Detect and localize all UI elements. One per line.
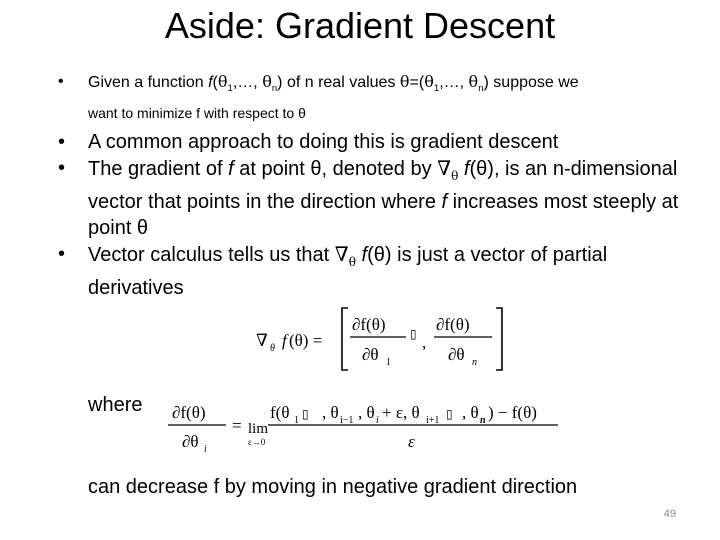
pd-theta-n: , θ: [462, 403, 479, 422]
eq-f: f: [282, 331, 287, 350]
subscript: 1: [433, 83, 440, 95]
pd-plus-eps: + ε, θ: [382, 403, 420, 422]
nabla-symbol: ∇: [437, 156, 452, 181]
eq-sep: ,: [422, 333, 427, 352]
pd-numer-start: f(θ: [270, 403, 290, 422]
pd-theta-im1: , θ: [322, 403, 339, 422]
text: ,…,: [439, 74, 469, 91]
bullet-gradient-definition: [58, 155, 688, 241]
subscript: n: [271, 83, 278, 95]
text: =(: [409, 74, 425, 91]
pd-tail: ) − f(θ): [488, 403, 537, 422]
left-bracket: [342, 308, 348, 370]
eq-box: ▯: [410, 327, 417, 341]
subscript-theta: θ: [348, 255, 356, 270]
eq-nabla-sub: θ: [270, 343, 275, 354]
text: Vector calculus tells us that: [88, 244, 335, 267]
bullet-list: [58, 68, 688, 301]
bullet-vector-calculus: [58, 241, 688, 301]
pd-box-1: ▯: [302, 407, 309, 421]
conclusion-text: can decrease f by moving in negative gradient direction: [88, 476, 578, 498]
pd-sub-1: 1: [294, 415, 299, 426]
where-label: where: [88, 394, 143, 416]
text: ,…,: [232, 74, 263, 91]
text: A common approach to doing this is gradient descent: [88, 131, 559, 154]
symbol-f: f: [458, 158, 470, 181]
pd-eps: ε: [408, 432, 415, 451]
symbol-theta: θ: [262, 72, 272, 91]
symbol-f: f: [228, 158, 234, 181]
gradient-vector-equation: [256, 304, 506, 374]
pd-den-sub: i: [204, 444, 207, 454]
right-bracket: [496, 308, 502, 370]
text: (θ): [367, 244, 392, 267]
pd-sub-i: i: [376, 415, 379, 426]
bullet-continuation: want to minimize f with respect to θ: [88, 105, 306, 122]
pd-lim-sub: ε→0: [248, 437, 266, 447]
symbol-theta: θ: [468, 72, 479, 91]
symbol-theta: θ: [217, 72, 228, 91]
pd-num: ∂f(θ): [172, 403, 206, 422]
text: is just a vector of partial derivatives: [88, 244, 608, 300]
text: (θ): [469, 158, 494, 181]
pd-sub-ip1: i+1: [426, 415, 440, 426]
subscript: n: [478, 83, 484, 95]
bullet-given-function: • Given a function $f(\theta_1,\dots$, $\theta_n$) of n real values $\theta=(\theta_1,\dots$, $\theta_n$) suppose we want to minimize f with respect to θ: [58, 68, 688, 123]
bullet-dot: •: [58, 157, 66, 180]
pd-sub-n: n: [480, 415, 486, 426]
text: ) of n real values: [277, 74, 400, 91]
slide-title: Aside: Gradient Descent: [164, 5, 556, 46]
symbol-f: f: [208, 74, 213, 91]
text: ) suppose we: [483, 74, 579, 91]
symbol-f: f: [356, 244, 368, 267]
pd-box-2: ▯: [446, 407, 453, 421]
partial-derivative-definition: [166, 398, 566, 454]
bullet-dot: •: [58, 73, 64, 90]
eq-arg: (θ) =: [289, 331, 323, 350]
eq-num-2: ∂f(θ): [436, 315, 470, 334]
subscript: 1: [227, 83, 233, 95]
bullet-common-approach: [58, 129, 688, 155]
eq-num-1: ∂f(θ): [352, 315, 386, 334]
text: , is an n-dimensional vector that points in the direction where: [88, 158, 678, 214]
page-number: 49: [663, 508, 676, 520]
bullet-dot: •: [58, 243, 66, 266]
eq-den-2-sub: n: [472, 357, 477, 368]
bullet-dot: •: [58, 131, 66, 154]
pd-lim: lim: [248, 421, 269, 437]
eq-den-1: ∂θ: [362, 345, 379, 364]
pd-theta-i: , θ: [358, 403, 375, 422]
pd-equals: =: [232, 416, 242, 435]
text: increases most steeply at point θ: [88, 191, 679, 240]
subscript-theta: θ: [451, 169, 459, 184]
pd-den: ∂θ: [182, 432, 199, 451]
pd-sub-im1: i−1: [340, 415, 354, 426]
eq-den-1-sub: 1: [386, 357, 391, 368]
nabla-symbol: ∇: [334, 242, 349, 267]
eq-nabla: ∇: [256, 331, 268, 350]
text: Given a function: [88, 74, 209, 91]
text: The gradient of: [88, 158, 229, 181]
symbol-theta: θ: [399, 72, 410, 91]
text: at point θ, denoted by: [233, 158, 438, 181]
eq-den-2: ∂θ: [448, 345, 465, 364]
symbol-f: f: [441, 191, 448, 214]
symbol-theta: θ: [424, 72, 434, 91]
